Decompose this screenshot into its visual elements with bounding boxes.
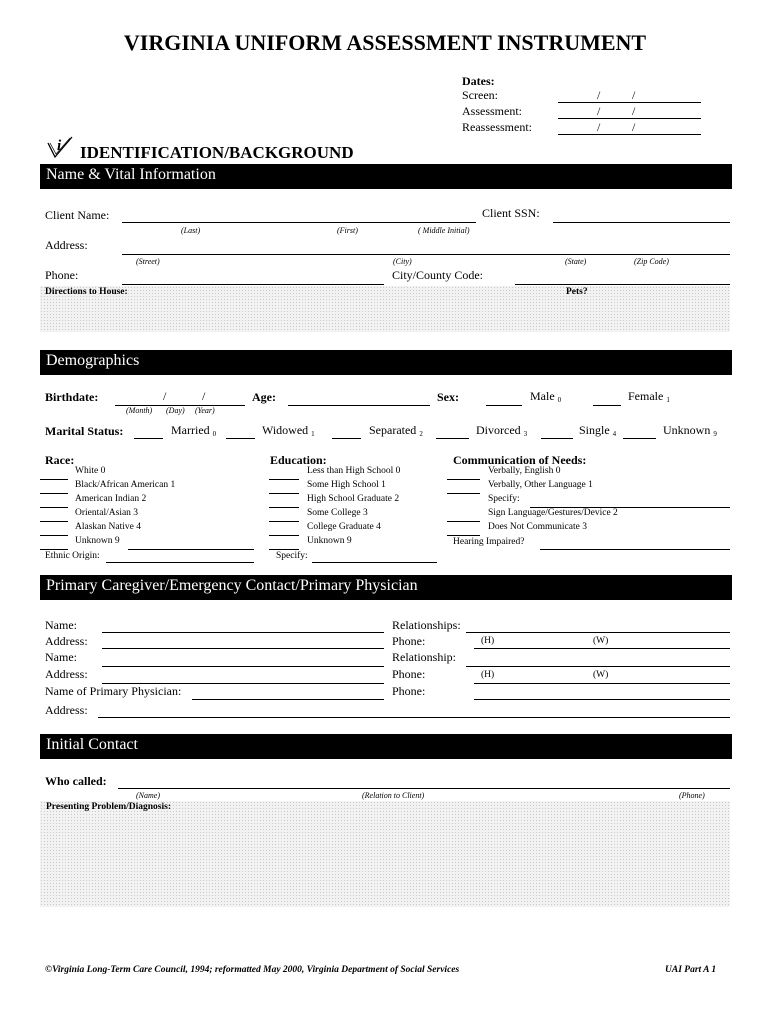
address-field[interactable]: [122, 254, 730, 255]
client-ssn-field[interactable]: [553, 222, 730, 223]
male-option: [530, 389, 561, 404]
who-called-name-hint: (Name): [136, 791, 160, 800]
info-check-icon: [46, 135, 76, 161]
pets-label: Pets?: [566, 287, 588, 297]
first-hint: (First): [337, 226, 358, 235]
contact-name-label: Name:: [45, 650, 77, 664]
state-hint: (State): [565, 257, 587, 266]
contact-phone-label: Phone:: [392, 667, 426, 681]
year-hint: (Year): [195, 406, 215, 415]
married-label: Married: [171, 423, 210, 437]
communication-checkbox[interactable]: [447, 535, 480, 536]
relationships-field[interactable]: [466, 632, 730, 633]
address-label: Address:: [45, 238, 88, 252]
caregiver-phone-field[interactable]: [474, 648, 730, 649]
street-hint: (Street): [136, 257, 160, 266]
communication-option: Does Not Communicate 3: [488, 522, 587, 532]
education-specify-label: Specify:: [276, 551, 308, 561]
reassessment-date-field[interactable]: [558, 134, 701, 135]
female-label: Female: [628, 389, 664, 403]
day-hint: (Day): [166, 406, 185, 415]
male-code: 0: [557, 396, 562, 404]
communication-label: Communication of Needs:: [453, 453, 587, 467]
female-code: 1: [666, 396, 670, 404]
female-option: [628, 389, 670, 404]
name-vital-bar: Name & Vital Information: [40, 164, 732, 189]
contact-name-field[interactable]: [102, 666, 384, 667]
education-option: High School Graduate 2: [307, 494, 400, 504]
widowed-code: 1: [311, 430, 315, 438]
race-option: White 0: [75, 466, 106, 476]
contact-phone-field[interactable]: [474, 683, 730, 684]
female-checkbox[interactable]: [593, 405, 621, 406]
presenting-problem-label: Presenting Problem/Diagnosis:: [46, 802, 171, 812]
education-checkbox[interactable]: [269, 521, 299, 522]
communication-option: Sign Language/Gestures/Device 2: [488, 508, 618, 518]
divorced-code: 3: [523, 430, 528, 438]
birthdate-slash: /: [202, 389, 206, 403]
screen-date-field[interactable]: [558, 102, 701, 103]
page-number: UAI Part A 1: [665, 965, 717, 975]
separated-option: [369, 423, 423, 438]
birthdate-slash: /: [163, 389, 167, 403]
who-called-label: Who called:: [45, 774, 107, 788]
screen-date-label: Screen:: [462, 88, 498, 102]
single-option: [579, 423, 616, 438]
contact-work-phone-hint: (W): [593, 670, 609, 680]
communication-checkbox[interactable]: [447, 521, 480, 522]
directions-box[interactable]: [40, 286, 730, 332]
phone-field[interactable]: [122, 284, 384, 285]
relationship-field[interactable]: [466, 666, 730, 667]
race-checkbox[interactable]: [40, 549, 68, 550]
directions-label: Directions to House:: [45, 287, 128, 297]
presenting-problem-box[interactable]: [40, 801, 730, 907]
unknown-option: [663, 423, 717, 438]
race-option: Alaskan Native 4: [75, 522, 141, 532]
single-code: 4: [612, 430, 617, 438]
education-option: Some College 3: [307, 508, 368, 518]
separated-label: Separated: [369, 423, 417, 437]
race-label: Race:: [45, 453, 75, 467]
race-option: Oriental/Asian 3: [75, 508, 139, 518]
unknown-checkbox[interactable]: [623, 438, 656, 439]
race-option: American Indian 2: [75, 494, 147, 504]
education-checkbox[interactable]: [269, 493, 299, 494]
age-label: Age:: [252, 390, 276, 404]
who-called-field[interactable]: [118, 788, 730, 789]
married-option: [171, 423, 216, 438]
ethnic-origin-field[interactable]: [106, 562, 254, 563]
date-slash: /: [632, 120, 636, 134]
communication-specify-field[interactable]: [530, 507, 730, 508]
city-county-code-label: City/County Code:: [392, 268, 484, 282]
education-option: Some High School 1: [307, 480, 386, 490]
last-hint: (Last): [181, 226, 201, 235]
page-title: VIRGINIA UNIFORM ASSESSMENT INSTRUMENT: [123, 30, 647, 55]
race-checkbox[interactable]: [40, 521, 68, 522]
date-slash: /: [597, 88, 601, 102]
communication-checkbox[interactable]: [447, 493, 480, 494]
hearing-impaired-field[interactable]: [540, 549, 730, 550]
city-hint: (City): [393, 257, 412, 266]
race-option: Black/African American 1: [75, 480, 176, 490]
hearing-impaired-label: Hearing Impaired?: [453, 537, 525, 547]
widowed-checkbox[interactable]: [226, 438, 255, 439]
relationships-label: Relationships:: [392, 618, 461, 632]
phone-label: Phone:: [45, 268, 79, 282]
race-checkbox[interactable]: [40, 535, 68, 536]
physician-phone-field[interactable]: [474, 699, 730, 700]
caregiver-name-label: Name:: [45, 618, 77, 632]
who-called-relation-hint: (Relation to Client): [362, 791, 425, 800]
client-ssn-label: Client SSN:: [482, 206, 540, 220]
caregiver-bar: Primary Caregiver/Emergency Contact/Primary Physician: [40, 575, 732, 600]
divorced-checkbox[interactable]: [436, 438, 469, 439]
single-checkbox[interactable]: [541, 438, 573, 439]
divorced-option: [476, 423, 527, 438]
race-checkbox[interactable]: [40, 479, 68, 480]
birthdate-label: Birthdate:: [45, 390, 99, 404]
education-label: Education:: [270, 453, 327, 467]
education-option: Unknown 9: [307, 536, 352, 546]
initial-contact-bar: Initial Contact: [40, 734, 732, 759]
male-label: Male: [530, 389, 555, 403]
caregiver-home-phone-hint: (H): [481, 636, 495, 646]
who-called-phone-hint: (Phone): [679, 791, 705, 800]
education-checkbox[interactable]: [269, 535, 299, 536]
middle-initial-hint: ( Middle Initial): [418, 226, 470, 235]
unknown-label: Unknown: [663, 423, 711, 437]
date-slash: /: [597, 120, 601, 134]
education-option: College Graduate 4: [307, 522, 381, 532]
dates-heading: Dates:: [462, 74, 495, 88]
zip-hint: (Zip Code): [634, 257, 669, 266]
married-checkbox[interactable]: [134, 438, 163, 439]
physician-phone-label: Phone:: [392, 684, 426, 698]
separated-checkbox[interactable]: [332, 438, 361, 439]
copyright-footer: ©Virginia Long-Term Care Council, 1994; reformatted May 2000, Virginia Department of Social Services: [45, 965, 460, 975]
education-specify-field[interactable]: [312, 562, 437, 563]
physician-address-field[interactable]: [98, 717, 730, 718]
married-code: 0: [212, 430, 217, 438]
physician-name-field[interactable]: [192, 699, 384, 700]
race-option: Unknown 9: [75, 536, 120, 546]
ethnic-origin-label: Ethnic Origin:: [45, 551, 100, 561]
assessment-date-field[interactable]: [558, 118, 701, 119]
month-hint: (Month): [126, 406, 153, 415]
caregiver-address-label: Address:: [45, 634, 88, 648]
physician-address-label: Address:: [45, 703, 88, 717]
age-field[interactable]: [288, 405, 430, 406]
communication-checkbox[interactable]: [447, 479, 480, 480]
relationship-label: Relationship:: [392, 650, 456, 664]
caregiver-name-field[interactable]: [102, 632, 384, 633]
info-icon-letter: i: [57, 138, 62, 154]
communication-option: Verbally, English 0: [488, 466, 561, 476]
race-unknown-field[interactable]: [128, 549, 254, 550]
contact-address-label: Address:: [45, 667, 88, 681]
single-label: Single: [579, 423, 610, 437]
assessment-date-label: Assessment:: [462, 104, 522, 118]
race-checkbox[interactable]: [40, 507, 68, 508]
education-checkbox[interactable]: [269, 507, 299, 508]
sex-label: Sex:: [437, 390, 459, 404]
male-checkbox[interactable]: [486, 405, 522, 406]
widowed-option: [262, 423, 315, 438]
divorced-label: Divorced: [476, 423, 521, 437]
contact-home-phone-hint: (H): [481, 670, 495, 680]
physician-name-label: Name of Primary Physician:: [45, 684, 182, 698]
widowed-label: Widowed: [262, 423, 309, 437]
marital-status-label: Marital Status:: [45, 424, 124, 438]
reassessment-date-label: Reassessment:: [462, 120, 532, 134]
communication-option: Verbally, Other Language 1: [488, 480, 593, 490]
date-slash: /: [632, 88, 636, 102]
demographics-bar: Demographics: [40, 350, 732, 375]
client-name-label: Client Name:: [45, 208, 110, 222]
communication-specify-label: Specify:: [488, 494, 520, 504]
caregiver-work-phone-hint: (W): [593, 636, 609, 646]
education-option: Less than High School 0: [307, 466, 401, 476]
caregiver-phone-label: Phone:: [392, 634, 426, 648]
section-heading: IDENTIFICATION/BACKGROUND: [80, 143, 354, 162]
date-slash: /: [597, 104, 601, 118]
education-checkbox[interactable]: [269, 479, 299, 480]
caregiver-address-field[interactable]: [102, 648, 384, 649]
unknown-code: 9: [713, 430, 717, 438]
education-checkbox[interactable]: [269, 549, 299, 550]
date-slash: /: [632, 104, 636, 118]
separated-code: 2: [419, 430, 423, 438]
city-county-code-field[interactable]: [515, 284, 730, 285]
race-checkbox[interactable]: [40, 493, 68, 494]
client-name-field[interactable]: [122, 222, 476, 223]
